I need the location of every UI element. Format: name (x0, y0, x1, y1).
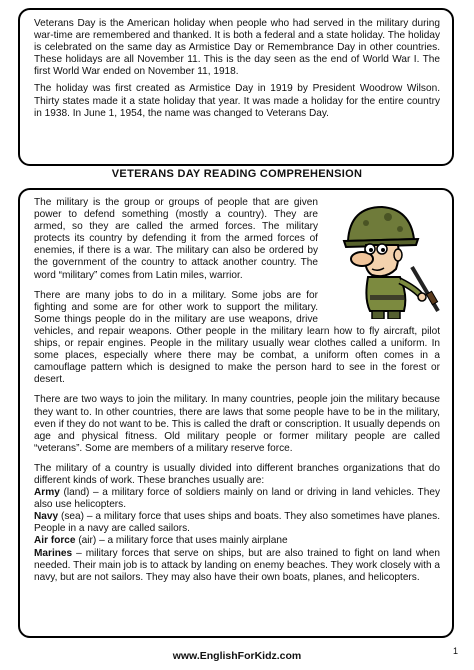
branch-navy-text: (sea) – a military force that uses ships and boats. They also sometimes have planes. People in a navy are called sailors. (34, 511, 440, 535)
branch-marines-text: – military forces that serve on ships, but are also trained to fight on land when needed. Their main job is to attack by landing on enemy beaches. They work closely with a navy, but are not sailors. They may also have their own boats, planes, and helicopters. (34, 547, 440, 583)
branch-navy-name: Navy (34, 511, 59, 523)
reading-paragraph-4: The military of a country is usually divided into different branches organizations that do different kinds of work. These branches usually are: (34, 462, 440, 486)
branch-air-force-name: Air force (34, 535, 76, 547)
intro-paragraph-1: Veterans Day is the American holiday when people who had served in the military during war-time are remembered and thanked. It is both a federal and a state holiday. The holiday is celebrated on the same day as Armistice Day or Remembrance Day in other countries. These holidays are all November 11. This is the day seen as the end of World War I. The first World War ended on November 11, 1918. (34, 18, 440, 78)
branch-air-force-text: (air) – a military force that uses mainly airplane (75, 535, 288, 547)
section-heading: VETERANS DAY READING COMPREHENSION (111, 168, 363, 180)
branch-army (34, 487, 440, 511)
soldier-cartoon-illustration (326, 199, 446, 319)
branch-navy (34, 511, 440, 535)
reading-paragraph-2: There are many jobs to do in a military. Some jobs are for fighting and some are for other work to support the military. Some things people do in the military are use weapons, drive vehicles, and repair weapons. Other people in the military learn how to fly aircraft, pilot ships, or repair engines. People in the military usually wear clothes called a uniform. In some places, especially where there may be combat, a uniform often comes in a camouflage pattern which is designed to make the person hard to see in the forest or desert. (34, 289, 440, 386)
footer-url: www.EnglishForKidz.com (172, 650, 302, 662)
intro-paragraph-2: The holiday was first created as Armistice Day in 1919 by President Woodrow Wilson. Thirty states made it a state holiday that year. It was made a holiday for the entire country in 1938. In June 1, 1954, the name was changed to Veterans Day. (34, 83, 440, 119)
reading-box (18, 188, 454, 638)
branch-army-text: (land) – a military force of soldiers mainly on land or driving in land vehicles. They also use helicopters. (34, 487, 440, 511)
intro-box (18, 8, 454, 166)
reading-paragraph-3: There are two ways to join the military. In many countries, people join the military because they want to. In other countries, there are laws that some people have to be in the military, even if they do not want to be. This is called the draft or conscription. It usually depends on age and physical fitness. Old military people or former military people are called “veterans”. Some are members of a military reserve force. (34, 394, 440, 454)
branch-marines (34, 548, 440, 584)
branch-army-name: Army (34, 487, 60, 499)
branch-marines-name: Marines (34, 547, 73, 559)
reading-paragraph-1: The military is the group or groups of people that are given power to defend something (mostly a country). They are armed, so they are called the armed forces. The military protects its country by defending it from the armed forces of enemies, if there is a war. The military can also be ordered by the government of the country to attack another country. The word “military” comes from Latin miles, warrior. (34, 197, 318, 281)
branch-air-force (34, 535, 440, 547)
page-number: 1 (452, 646, 458, 656)
